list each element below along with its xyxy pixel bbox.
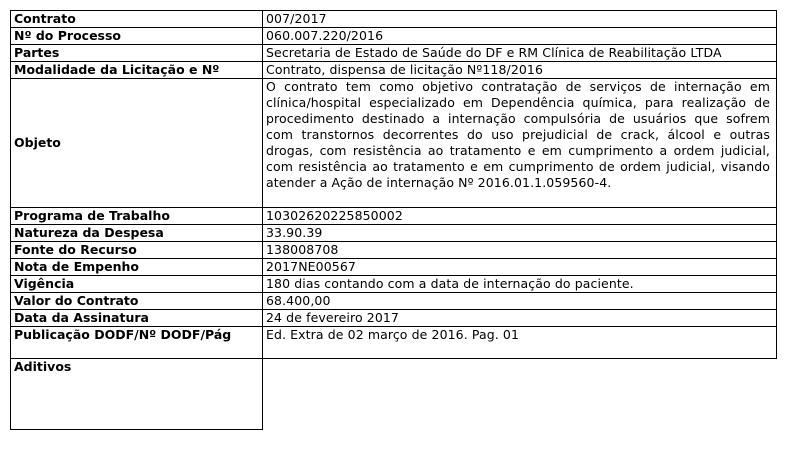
value-valor-contrato: 68.400,00 — [263, 293, 777, 310]
value-partes: Secretaria de Estado de Saúde do DF e RM Clínica de Reabilitação LTDA — [263, 45, 777, 62]
value-numero-processo: 060.007.220/2016 — [263, 28, 777, 45]
row-fonte-recurso — [11, 242, 777, 259]
row-contrato — [11, 11, 777, 28]
row-valor-contrato — [11, 293, 777, 310]
value-fonte-recurso: 138008708 — [263, 242, 777, 259]
row-programa-trabalho — [11, 208, 777, 225]
label-contrato: Contrato — [11, 11, 263, 28]
value-publicacao: Ed. Extra de 02 março de 2016. Pag. 01 — [263, 327, 777, 359]
label-aditivos: Aditivos — [11, 359, 263, 430]
label-partes: Partes — [11, 45, 263, 62]
label-nota-empenho: Nota de Empenho — [11, 259, 263, 276]
row-aditivos — [11, 359, 777, 430]
row-modalidade — [11, 62, 777, 79]
row-partes — [11, 45, 777, 62]
value-natureza-despesa: 33.90.39 — [263, 225, 777, 242]
label-numero-processo: Nº do Processo — [11, 28, 263, 45]
value-modalidade: Contrato, dispensa de licitação Nº118/2016 — [263, 62, 777, 79]
row-objeto — [11, 79, 777, 208]
contract-details-table — [10, 10, 777, 430]
label-natureza-despesa: Natureza da Despesa — [11, 225, 263, 242]
label-data-assinatura: Data da Assinatura — [11, 310, 263, 327]
row-publicacao — [11, 327, 777, 359]
label-modalidade: Modalidade da Licitação e Nº — [11, 62, 263, 79]
value-data-assinatura: 24 de fevereiro 2017 — [263, 310, 777, 327]
value-nota-empenho: 2017NE00567 — [263, 259, 777, 276]
label-objeto: Objeto — [11, 79, 263, 208]
value-aditivos — [263, 359, 777, 430]
label-publicacao: Publicação DODF/Nº DODF/Pág — [11, 327, 263, 359]
row-vigencia — [11, 276, 777, 293]
value-programa-trabalho: 10302620225850002 — [263, 208, 777, 225]
value-vigencia: 180 dias contando com a data de internação do paciente. — [263, 276, 777, 293]
row-data-assinatura — [11, 310, 777, 327]
label-programa-trabalho: Programa de Trabalho — [11, 208, 263, 225]
label-vigencia: Vigência — [11, 276, 263, 293]
row-nota-empenho — [11, 259, 777, 276]
value-objeto: O contrato tem como objetivo contratação de serviços de internação em clínica/hospital especializado em Dependência química, para realização de procedimento destinado a internação compulsória de usuários que sofrem com transtornos decorrentes do uso prejudicial de crack, álcool e outras drogas, com resistência ao tratamento e em cumprimento a ordem judicial, com resistência ao tratamento e em cumprimento de ordem judicial, visando atender a Ação de internação Nº 2016.01.1.059560-4. — [263, 79, 777, 208]
row-numero-processo — [11, 28, 777, 45]
label-fonte-recurso: Fonte do Recurso — [11, 242, 263, 259]
value-contrato: 007/2017 — [263, 11, 777, 28]
label-valor-contrato: Valor do Contrato — [11, 293, 263, 310]
row-natureza-despesa — [11, 225, 777, 242]
